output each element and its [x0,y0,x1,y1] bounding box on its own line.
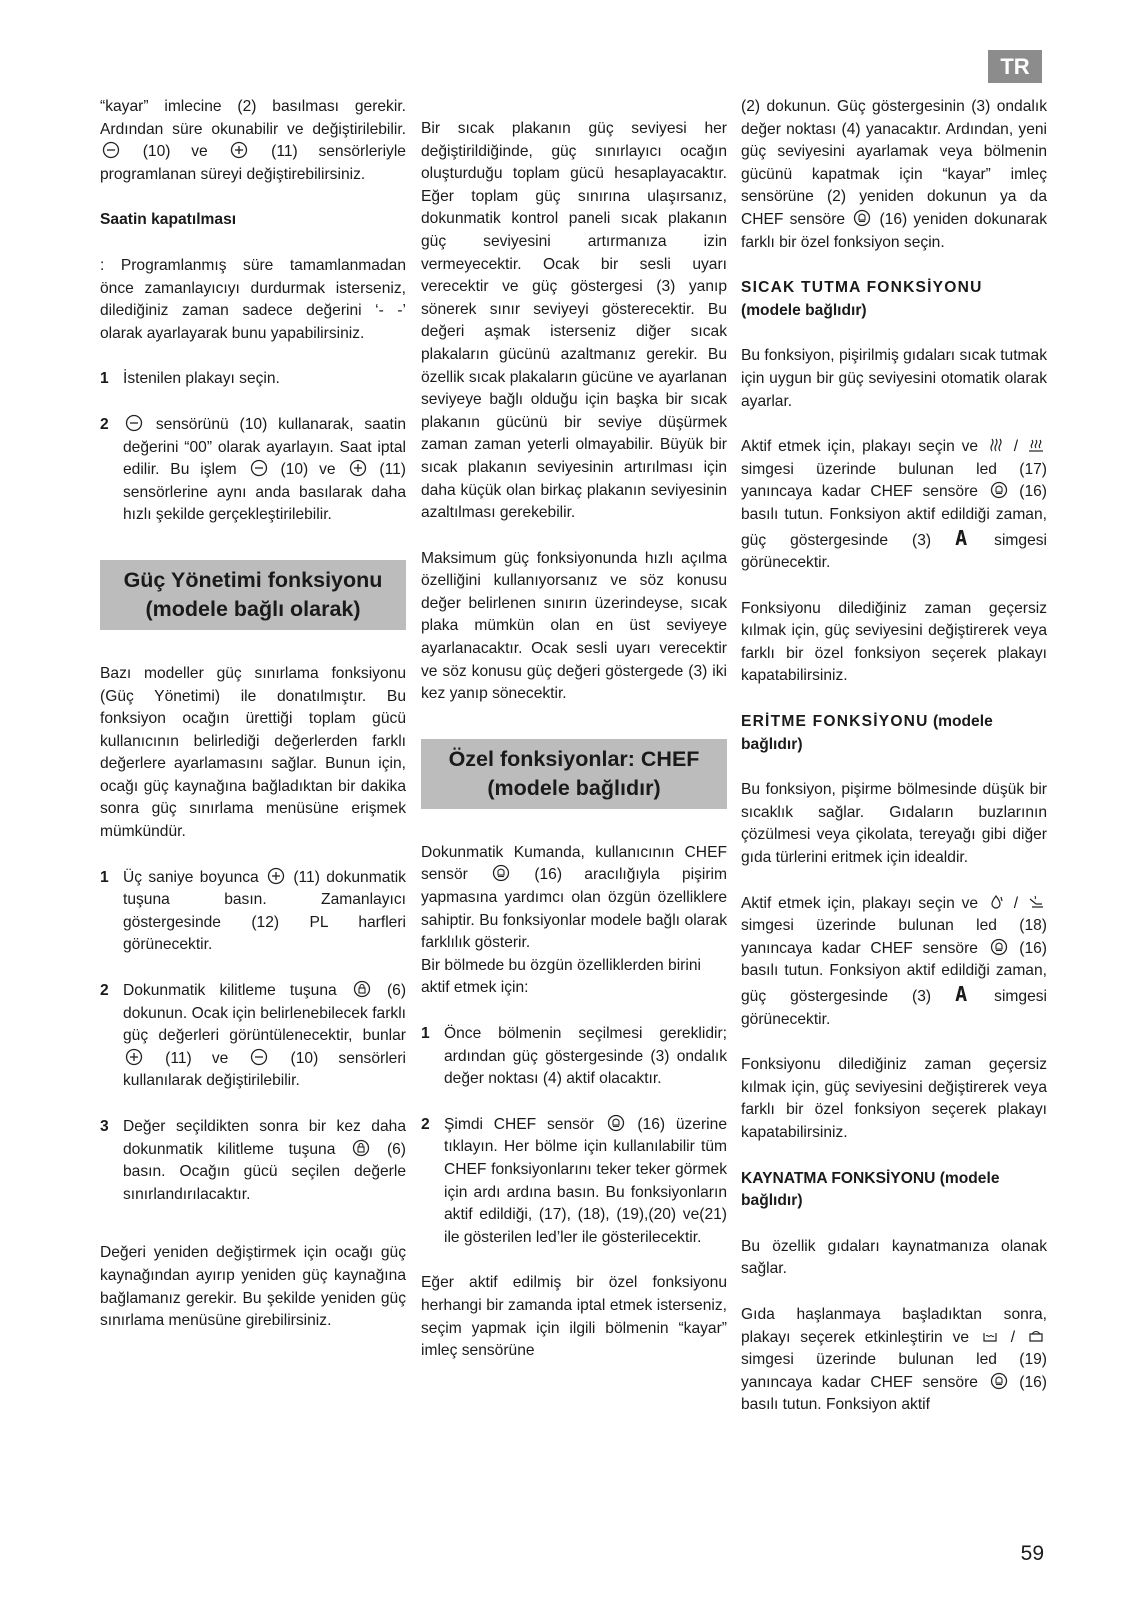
paragraph: Bir bölmede bu özgün özelliklerden birini aktif etmek için: [421,956,701,997]
list-item: 1 Üç saniye boyunca (11) dokunmatik tuşuna basın. Zamanlayıcı göstergesinde (12) PL harfleri görünecektir. [100,868,406,954]
paragraph: Değeri yeniden değiştirmek için ocağı güç kaynağından ayırıp yeniden güç kaynağına bağlamanız gerekir. Bu şekilde yeniden güç sınırlama menüsüne girebilirsiniz. [100,1244,406,1330]
column-1 [100,96,406,1356]
paragraph: “kayar” imlecine (2) basılması gerekir. Ardından süre okunabilir ve değiştirilebilir. (10) ve (11) sensörleriyle programlanan süreyi değiştirebilirsiniz. [100,98,406,183]
list-item: 3 Değer seçildikten sonra bir kez daha dokunmatik kilitleme tuşuna (6) basın. Ocağın gücü seçilen değerle sınırlandırılacaktır. [100,1118,406,1203]
chef-hat-icon [853,209,871,227]
paragraph: (2) dokunun. Güç göstergesinin (3) ondalık değer noktası (4) yanacaktır. Ardından, yeni güç seviyesini ayarlamak veya bölmenin gücünü kapatmak için “kayar” imleç sensörüne (2) yeniden dokunun ya da CHEF sensöre (16) yeniden dokunarak farklı bir özel fonksiyon seçin. [741,98,1048,251]
display-symbol: A [955,525,968,550]
paragraph: Gıda haşlanmaya başladıktan sonra, plakayı seçerek etkinleştirin ve / simgesi üzerinde bulunan led (19) yanıncaya kadar CHEF sensöre (16) basılı tutun. Fonksiyon aktif [741,1305,1047,1414]
paragraph: Eğer aktif edilmiş bir özel fonksiyonu herhangi bir zamanda iptal etmek isterseniz, seçim yapmak için ilgili bölmenin “kayar” imleç sensörüne [421,1274,727,1360]
display-symbol: A [955,982,968,1006]
heading-boil: KAYNATMA FONKSİYONU (modele bağlıdır) [741,1169,1000,1210]
chef-hat-icon [990,1372,1008,1390]
boil-pot-icon [981,1327,999,1345]
section-title-chef: Özel fonksiyonlar: CHEF (modele bağlıdır) [421,739,727,809]
melt-icon [987,893,1005,911]
keep-warm-icon [1027,436,1045,454]
minus-circle-icon [102,141,120,159]
paragraph: Dokunmatik Kumanda, kullanıcının CHEF sensör (16) aracılığıyla pişirim yapmasına yardımcı olan özgün özelliklere sahiptir. Bu fonksiyonlar modele bağlı olarak farklılık gösterir. [421,843,727,952]
plus-circle-icon [125,1048,143,1066]
paragraph: Fonksiyonu dilediğiniz zaman geçersiz kılmak için, güç seviyesini değiştirerek veya farklı bir özel fonksiyon seçerek plakayı kapatabilirsiniz. [741,599,1047,685]
paragraph: Bazı modeller güç sınırlama fonksiyonu (Güç Yönetimi) ile donatılmıştır. Bu fonksiyon ocağın ürettiği toplam gücü kullanıcının belirlediği değerlerden farklı değerlere ayarlamasını sağlar. Bunun için, ocağı güç kaynağına bağladıktan bir dakika sonra güç sınırlama menüsüne erişmek mümkündür. [100,664,406,841]
chef-hat-icon [492,864,510,882]
section-title-power-management: Güç Yönetimi fonksiyonu (modele bağlı olarak) [100,560,406,630]
paragraph: Aktif etmek için, plakayı seçin ve / simgesi üzerinde bulunan led (17) yanıncaya kadar CHEF sensöre (16) basılı tutun. Fonksiyon aktif edildiği zaman, güç göstergesinde (3) A simgesi görünecektir. [741,438,1047,572]
paragraph: Fonksiyonu dilediğiniz zaman geçersiz kılmak için, güç seviyesini değiştirerek veya farklı bir özel fonksiyon seçerek plakayı kapatabilirsiniz. [741,1056,1047,1141]
key-lock-icon [353,980,371,998]
paragraph: Maksimum güç fonksiyonunda hızlı açılma özelliğini kullanıyorsanız ve söz konusu değer belirlenen sınırın üzerindeyse, sıcak plaka mümkün olan en üst seviyeye ayarlanacaktır. Ocak sesli uyarı verecektir ve söz konusu güç değeri göstergede (3) iki kez yanıp sönecektir. [421,549,727,703]
column-3 [741,96,1047,1440]
column-2 [421,118,727,1386]
list-item: 1 Önce bölmenin seçilmesi gereklidir; ardından güç göstergesinde (3) ondalık değer noktası (4) aktif olacaktır. [421,1025,727,1088]
heading-keep-warm: SICAK TUTMA FONKSİYONU (modele bağlıdır) [741,279,983,319]
list-item: 2 Şimdi CHEF sensör (16) üzerine tıklayın. Her bölme için kullanılabilir tüm CHEF fonksiyonlarını teker teker görmek için ardı ardına basın. Bu fonksiyonların aktif edildiği, (17), (18), (19),(20) ve(21) ile gösterilen led’ler ile gösterilecektir. [421,1115,727,1246]
plus-circle-icon [349,459,367,477]
list-item: 2 Dokunmatik kilitleme tuşuna (6) dokunun. Ocak için belirlenebilecek farklı güç değerleri görüntülenecektir, bunlar (11) ve (10) sensörleri kullanılarak değiştirilebilir. [100,982,407,1090]
plus-circle-icon [267,867,285,885]
paragraph: Bir sıcak plakanın güç seviyesi her değiştirildiğinde, güç sınırlayıcı ocağın oluşturduğu toplam gücü hesaplayacaktır. Eğer toplam güç sınırına ulaşırsanız, dokunmatik kontrol paneli sıcak plakanın güç seviyesini artırmanıza izin vermeyecektir. Ocak bir sesli uyarı verecektir ve güç göstergesi (3) yanıp sönerek sınır seviyeyi gösterecektir. Bu değeri aşmak isterseniz diğer sıcak plakaların gücünü azaltmanız gerekir. Bu özellik sıcak plakaların gücüne ve ayarlanan seviyeye bağlı olduğu için başka bir sıcak plakanın gücünü bir seviye düşürmek zaman zaman yeterli olmayabilir. Büyük bir sıcak plakanın seviyesinin artırılması için daha küçük olan birkaç plakanın seviyesinin azaltılması gerekebilir. [421,120,727,522]
paragraph: Bu fonksiyon, pişirilmiş gıdaları sıcak tutmak için uygun bir güç seviyesini otomatik olarak ayarlar. [741,347,1047,410]
boil-pot-icon [1027,1327,1045,1345]
heading-clock-off: Saatin kapatılması [100,211,237,229]
paragraph: Bu fonksiyon, pişirme bölmesinde düşük bir sıcaklık sağlar. Gıdaların buzlarının çözülmesi veya çikolata, tereyağı gibi diğer gıda türlerini eritmek için idealdir. [741,781,1047,867]
chef-hat-icon [990,481,1008,499]
paragraph: Bu özellik gıdaları kaynatmanıza olanak sağlar. [741,1237,1047,1278]
keep-warm-icon [987,436,1005,454]
minus-circle-icon [250,1048,268,1066]
list-item: 1 İstenilen plakayı seçin. [100,370,280,388]
chef-hat-icon [990,938,1008,956]
key-lock-icon [352,1139,370,1157]
paragraph: : Programlanmış süre tamamlanmadan önce zamanlayıcıyı durdurmak isterseniz, dilediğiniz zaman sadece değerini ‘- -’ olarak ayarlayarak bunu yapabilirsiniz. [100,256,406,342]
melt-icon [1027,893,1045,911]
page-number: 59 [1020,1542,1044,1565]
heading-melt: ERİTME FONKSİYONU (modele bağlıdır) [741,713,993,753]
paragraph: Aktif etmek için, plakayı seçin ve / simgesi üzerinde bulunan led (18) yanıncaya kadar CHEF sensöre (16) basılı tutun. Fonksiyon aktif edildiği zaman, güç göstergesinde (3) A simgesi görünecektir. [741,894,1047,1028]
list-item: 2 sensörünü (10) kullanarak, saatin değerini “00” olarak ayarlayın. Saat iptal edilir. Bu işlem (10) ve (11) sensörlerine aynı anda basılarak daha hızlı şekilde gerçekleştirilebilir. [100,415,406,524]
minus-circle-icon [125,414,143,432]
language-badge: TR [988,50,1042,83]
chef-hat-icon [607,1114,625,1132]
minus-circle-icon [250,459,268,477]
plus-circle-icon [230,141,248,159]
